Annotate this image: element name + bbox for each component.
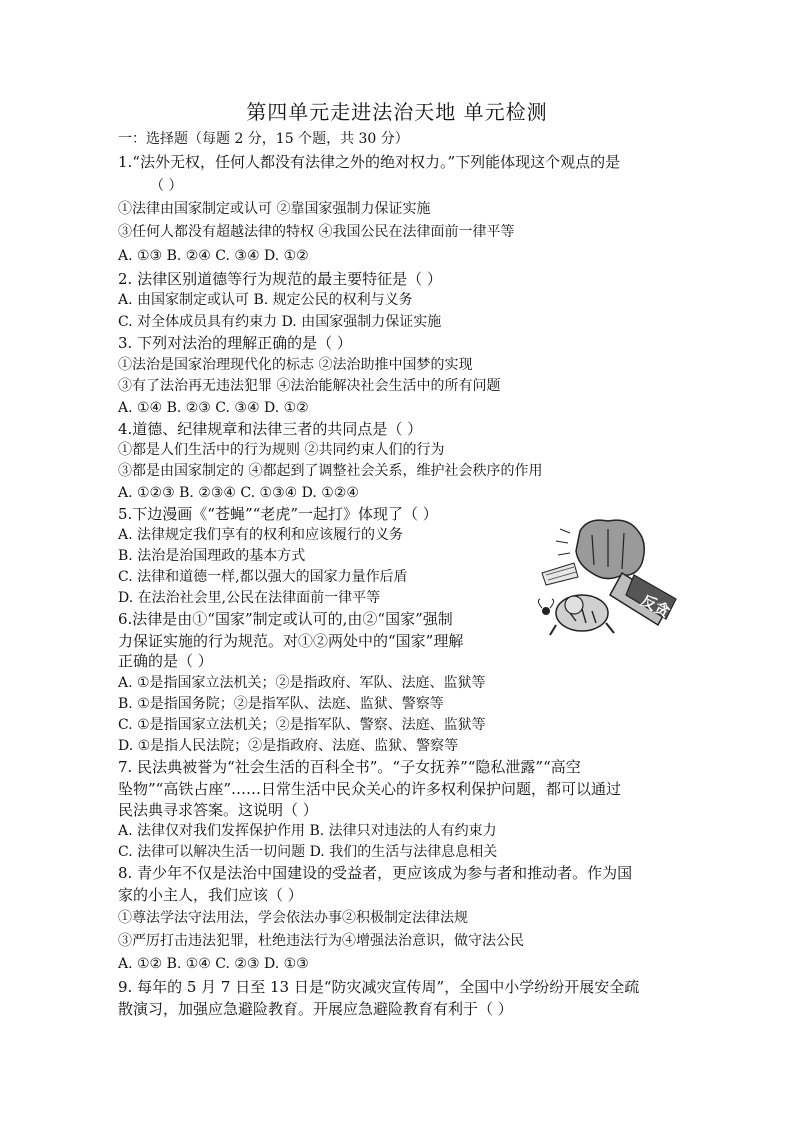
- text-line: 6.法律是由①“国家”制定或认可的,由②“国家”强制: [118, 610, 453, 628]
- anti-corruption-cartoon: [530, 513, 680, 643]
- text-line: 8. 青少年不仅是法治中国建设的受益者，更应该成为参与者和推动者。作为国: [118, 864, 633, 882]
- text-line: ①都是人们生活中的行为规则 ②共同约束人们的行为: [118, 442, 445, 458]
- cartoon-label: 反贪: [638, 591, 673, 622]
- text-line: （ ）: [150, 178, 183, 194]
- text-line: 5.下边漫画《“苍蝇”“老虎”一起打》体现了（ ）: [118, 505, 438, 523]
- text-line: A. 法律仅对我们发挥保护作用 B. 法律只对违法的人有约束力: [118, 823, 497, 839]
- text-line: 2. 法律区别道德等行为规范的最主要特征是（ ）: [118, 270, 442, 288]
- text-line: A. ①③ B. ②④ C. ③④ D. ①②: [118, 248, 309, 264]
- text-line: 力保证实施的行为规范。对①②两处中的“国家”理解: [118, 632, 464, 650]
- text-line: A. 法律规定我们享有的权利和应该履行的义务: [118, 527, 404, 543]
- text-line: ①法律由国家制定或认可 ②靠国家强制力保证实施: [118, 201, 431, 217]
- fly-icon: [542, 607, 550, 615]
- text-line: 7. 民法典被誉为“社会生活的百科全书”。“子女抚养”“隐私泄露”“高空: [118, 758, 581, 776]
- text-line: 散演习，加强应急避险教育。开展应急避险教育有利于（ ）: [118, 1000, 513, 1018]
- text-line: ③严厉打击违法犯罪，杜绝违法行为④增强法治意识，做守法公民: [118, 933, 524, 949]
- text-line: 3. 下列对法治的理解正确的是（ ）: [118, 334, 352, 352]
- text-line: ①尊法学法守法用法，学会依法办事②积极制定法律法规: [118, 910, 468, 926]
- text-line: C. 法律可以解决生活一切问题 D. 我们的生活与法律息息相关: [118, 844, 498, 860]
- text-line: 9. 每年的 5 月 7 日至 13 日是“防灾减灾宣传周”，全国中小学纷纷开展安全疏: [118, 978, 640, 996]
- section-heading: 一：选择题（每题 2 分，15 个题，共 30 分）: [118, 131, 409, 147]
- text-line: 4.道德、纪律规章和法律三者的共同点是（ ）: [118, 420, 423, 438]
- text-line: A. 由国家制定或认可 B. 规定公民的权利与义务: [118, 292, 413, 308]
- text-line: 民法典寻求答案。这说明（ ）: [118, 801, 318, 819]
- text-line: C. 对全体成员具有约束力 D. 由国家强制力保证实施: [118, 314, 442, 330]
- fist-icon: [576, 520, 644, 578]
- text-line: A. ①②③ B. ②③④ C. ①③④ D. ①②④: [118, 485, 359, 501]
- text-line: D. ①是指人民法院；②是指政府、法庭、监狱、警察等: [118, 738, 459, 754]
- text-line: ①法治是国家治理现代化的标志 ②法治助推中国梦的实现: [118, 357, 473, 373]
- text-line: 正确的是（ ）: [118, 652, 213, 670]
- text-line: A. ①是指国家立法机关；②是指政府、军队、法庭、监狱等: [118, 675, 486, 691]
- text-line: A. ①④ B. ②③ C. ③④ D. ①②: [118, 400, 309, 416]
- text-line: C. 法律和道德一样,都以强大的国家力量作后盾: [118, 569, 408, 585]
- text-line: B. ①是指国务院；②是指军队、法庭、监狱、警察等: [118, 696, 444, 712]
- text-line: 坠物”“高铁占座”……日常生活中民众关心的许多权利保护问题，都可以通过: [118, 780, 622, 798]
- text-line: A. ①② B. ①④ C. ②③ D. ①③: [118, 956, 309, 972]
- document-title: 第四单元走进法治天地 单元检测: [246, 100, 548, 124]
- text-line: ③任何人都没有超越法律的特权 ④我国公民在法律面前一律平等: [118, 224, 515, 240]
- text-line: ③都是由国家制定的 ④都起到了调整社会关系，维护社会秩序的作用: [118, 463, 543, 479]
- text-line: ③有了法治再无违法犯罪 ④法治能解决社会生活中的所有问题: [118, 378, 501, 394]
- text-line: D. 在法治社会里,公民在法律面前一律平等: [118, 590, 381, 606]
- text-line: B. 法治是治国理政的基本方式: [118, 548, 306, 564]
- text-line: 1.“法外无权，任何人都没有法律之外的绝对权力。”下列能体现这个观点的是: [118, 153, 621, 171]
- text-line: C. ①是指国家立法机关；②是指军队、警察、法庭、监狱等: [118, 717, 486, 733]
- text-line: 家的小主人，我们应该（ ）: [118, 886, 303, 904]
